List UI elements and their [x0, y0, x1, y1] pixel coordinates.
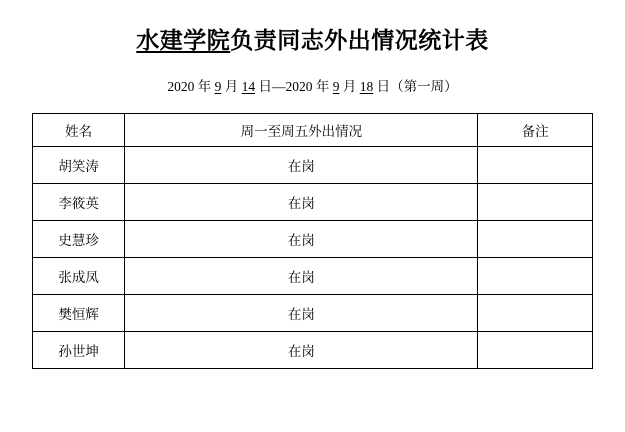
subtitle-suffix-2: 日（第一周） — [373, 79, 458, 94]
cell-status: 在岗 — [125, 295, 478, 332]
cell-name: 史慧珍 — [33, 221, 125, 258]
page-title — [0, 22, 625, 55]
subtitle-suffix-1: 日—2020 年 — [255, 79, 333, 94]
cell-remark — [478, 258, 593, 295]
subtitle-month-2: 9 — [332, 79, 340, 94]
cell-remark — [478, 332, 593, 369]
column-header-remark: 备注 — [478, 114, 593, 147]
date-range-subtitle — [0, 75, 625, 95]
table-row — [33, 184, 593, 221]
table-row — [33, 295, 593, 332]
subtitle-prefix-1: 2020 年 — [167, 79, 215, 94]
cell-remark — [478, 184, 593, 221]
attendance-table-wrapper — [32, 113, 593, 369]
subtitle-mid-1: 月 — [221, 79, 242, 94]
cell-name: 张成凤 — [33, 258, 125, 295]
cell-name: 孙世坤 — [33, 332, 125, 369]
column-header-name: 姓名 — [33, 114, 125, 147]
cell-name: 李筱英 — [33, 184, 125, 221]
cell-name: 胡笑涛 — [33, 147, 125, 184]
cell-status: 在岗 — [125, 332, 478, 369]
table-row — [33, 258, 593, 295]
cell-status: 在岗 — [125, 184, 478, 221]
subtitle-month-1: 9 — [214, 79, 222, 94]
attendance-table — [32, 113, 593, 369]
cell-name: 樊恒辉 — [33, 295, 125, 332]
table-header-row — [33, 114, 593, 147]
page-title-rest: 负责同志外出情况统计表 — [230, 28, 489, 53]
column-header-status: 周一至周五外出情况 — [125, 114, 478, 147]
page-title-institution: 水建学院 — [136, 28, 231, 53]
cell-remark — [478, 221, 593, 258]
subtitle-mid-2: 月 — [339, 79, 360, 94]
cell-status: 在岗 — [125, 147, 478, 184]
document-page — [0, 22, 625, 432]
table-row — [33, 147, 593, 184]
subtitle-day-2: 18 — [359, 79, 374, 94]
cell-remark — [478, 147, 593, 184]
table-row — [33, 332, 593, 369]
subtitle-day-1: 14 — [241, 79, 256, 94]
cell-status: 在岗 — [125, 258, 478, 295]
table-row — [33, 221, 593, 258]
cell-remark — [478, 295, 593, 332]
cell-status: 在岗 — [125, 221, 478, 258]
